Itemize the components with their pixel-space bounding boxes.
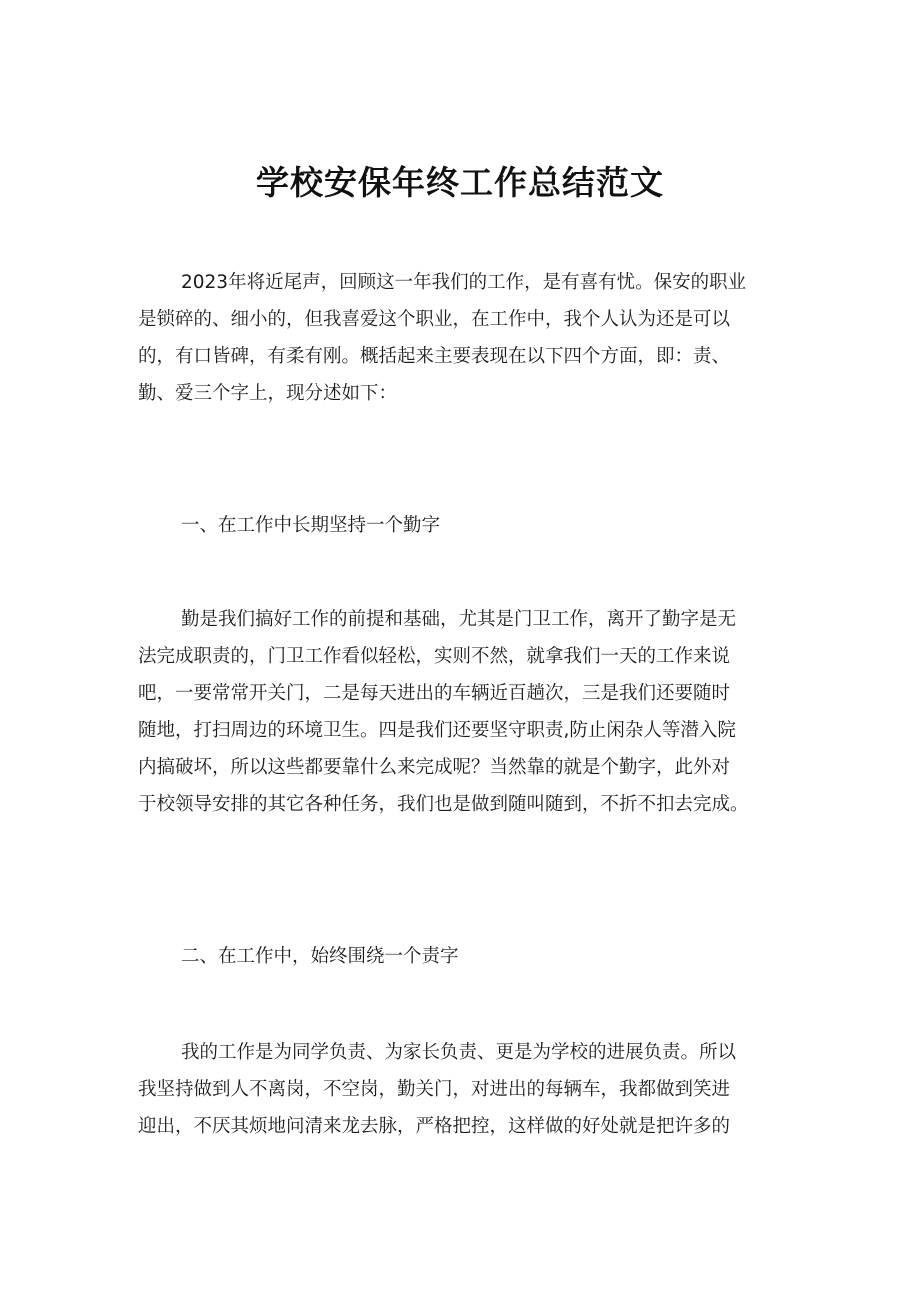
paragraph-line: 的，有口皆碑，有柔有刚。概括起来主要表现在以下四个方面，即：责、 bbox=[138, 346, 731, 367]
section-heading-diligence: 一、在工作中长期坚持一个勤字 bbox=[181, 515, 441, 536]
document-title: 学校安保年终工作总结范文 bbox=[256, 163, 664, 203]
responsibility-paragraph bbox=[138, 1034, 798, 1145]
paragraph-line: 是锁碎的、细小的，但我喜爱这个职业，在工作中，我个人认为还是可以 bbox=[138, 309, 731, 330]
paragraph-line: 2023年将近尾声，回顾这一年我们的工作，是有喜有忧。保安的职业 bbox=[181, 272, 747, 293]
paragraph-line: 迎出，不厌其烦地问清来龙去脉，严格把控，这样做的好处就是把许多的 bbox=[138, 1116, 731, 1137]
diligence-paragraph bbox=[138, 601, 798, 823]
paragraph-line: 吧，一要常常开关门，二是每天进出的车辆近百趟次，三是我们还要随时 bbox=[138, 683, 731, 704]
paragraph-line: 我坚持做到人不离岗，不空岗，勤关门，对进出的每辆车，我都做到笑进 bbox=[138, 1079, 731, 1100]
intro-paragraph bbox=[138, 264, 798, 412]
paragraph-line: 我的工作是为同学负责、为家长负责、更是为学校的进展负责。所以 bbox=[181, 1042, 737, 1063]
paragraph-line: 于校领导安排的其它各种任务，我们也是做到随叫随到，不折不扣去完成。 bbox=[138, 794, 749, 815]
paragraph-line: 勤是我们搞好工作的前提和基础，尤其是门卫工作，离开了勤字是无 bbox=[181, 609, 737, 630]
paragraph-line: 随地，打扫周边的环境卫生。四是我们还要坚守职责,防止闲杂人等潜入院 bbox=[138, 720, 736, 741]
section-heading-responsibility: 二、在工作中，始终围绕一个责字 bbox=[181, 946, 459, 967]
paragraph-line: 勤、爱三个字上，现分述如下： bbox=[138, 383, 398, 404]
paragraph-line: 法完成职责的，门卫工作看似轻松，实则不然，就拿我们一天的工作来说 bbox=[138, 646, 731, 667]
paragraph-line: 内搞破坏，所以这些都要靠什么来完成呢？当然靠的就是个勤字，此外对 bbox=[138, 757, 731, 778]
